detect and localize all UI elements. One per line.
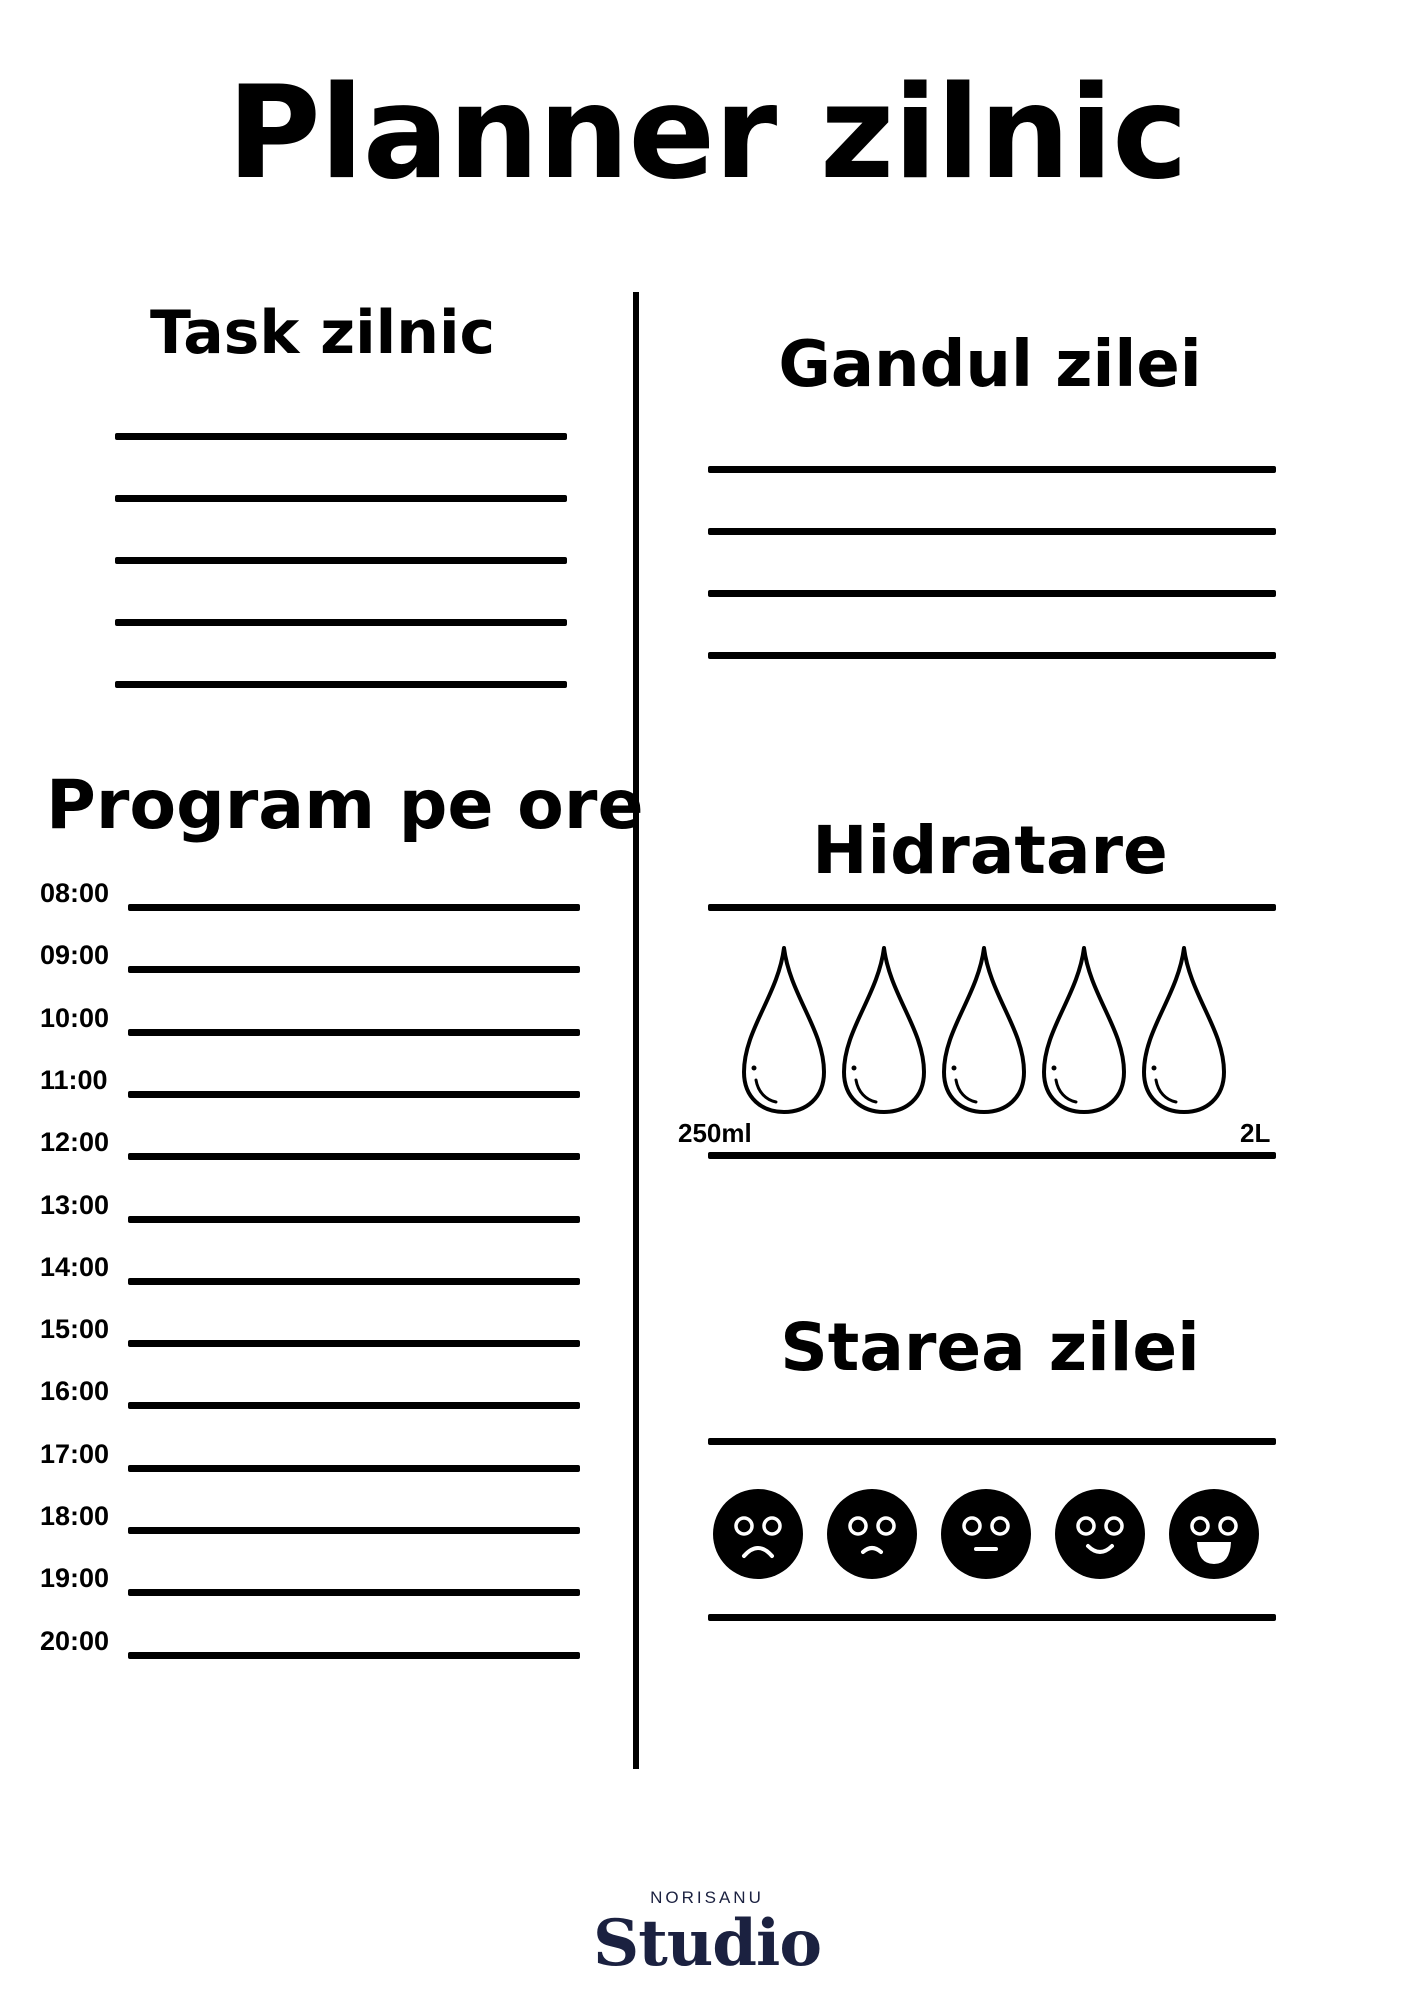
hour-label: 13:00 (40, 1189, 110, 1220)
hour-line[interactable] (128, 1402, 580, 1409)
task-line[interactable] (115, 433, 567, 440)
hour-line[interactable] (128, 1216, 580, 1223)
hour-label: 16:00 (40, 1376, 110, 1407)
hour-line[interactable] (128, 966, 580, 973)
mood-top-line (708, 1438, 1276, 1445)
water-drop-icon[interactable] (1044, 948, 1124, 1112)
hydration-heading: Hidratare (812, 812, 1168, 889)
neutral-face-icon[interactable] (941, 1489, 1031, 1579)
laugh-face-icon[interactable] (1169, 1489, 1259, 1579)
mood-heading: Starea zilei (780, 1309, 1200, 1386)
hour-label: 14:00 (40, 1251, 110, 1282)
mood-bottom-line (708, 1614, 1276, 1621)
hour-label: 15:00 (40, 1314, 110, 1345)
water-drop-icon[interactable] (744, 948, 824, 1112)
hour-label: 19:00 (40, 1563, 110, 1594)
hour-line[interactable] (128, 1153, 580, 1160)
mood-faces (700, 1480, 1280, 1590)
thought-line[interactable] (708, 466, 1276, 473)
schedule-heading: Program pe ore (46, 766, 644, 845)
hour-label: 17:00 (40, 1438, 110, 1469)
hour-line[interactable] (128, 1029, 580, 1036)
hydration-min-label: 250ml (678, 1118, 752, 1148)
column-divider (633, 292, 639, 1769)
hour-label: 12:00 (40, 1127, 110, 1158)
hydration-bottom-line (708, 1152, 1276, 1159)
hour-line[interactable] (128, 1340, 580, 1347)
hour-label: 09:00 (40, 940, 110, 971)
task-line[interactable] (115, 557, 567, 564)
hydration-top-line (708, 904, 1276, 911)
water-drop-icon[interactable] (844, 948, 924, 1112)
smile-face-icon[interactable] (1055, 1489, 1145, 1579)
hydration-max-label: 2L (1240, 1118, 1271, 1148)
hour-line[interactable] (128, 904, 580, 911)
tasks-heading: Task zilnic (150, 298, 496, 368)
hour-line[interactable] (128, 1652, 580, 1659)
water-drop-icon[interactable] (1144, 948, 1224, 1112)
hour-label: 11:00 (40, 1064, 108, 1095)
hour-line[interactable] (128, 1091, 580, 1098)
thought-line[interactable] (708, 528, 1276, 535)
thought-heading: Gandul zilei (778, 328, 1202, 402)
hour-line[interactable] (128, 1527, 580, 1534)
thought-line[interactable] (708, 590, 1276, 597)
hour-label: 18:00 (40, 1501, 110, 1531)
task-line[interactable] (115, 495, 567, 502)
brand-logo: Studio (592, 1906, 822, 1981)
hour-line[interactable] (128, 1589, 580, 1596)
water-drops (700, 940, 1280, 1120)
thought-line[interactable] (708, 652, 1276, 659)
task-line[interactable] (115, 681, 567, 688)
hour-line[interactable] (128, 1465, 580, 1472)
hour-label: 10:00 (40, 1002, 110, 1033)
task-line[interactable] (115, 619, 567, 626)
hour-label: 20:00 (40, 1625, 110, 1656)
hour-label: 08:00 (40, 878, 110, 908)
brand-subtitle: NORISANU (650, 1888, 764, 1907)
water-drop-icon[interactable] (944, 948, 1024, 1112)
page-title: Planner zilnic (227, 59, 1187, 208)
hour-line[interactable] (128, 1278, 580, 1285)
sad-face-icon[interactable] (827, 1489, 917, 1579)
very-sad-face-icon[interactable] (713, 1489, 803, 1579)
